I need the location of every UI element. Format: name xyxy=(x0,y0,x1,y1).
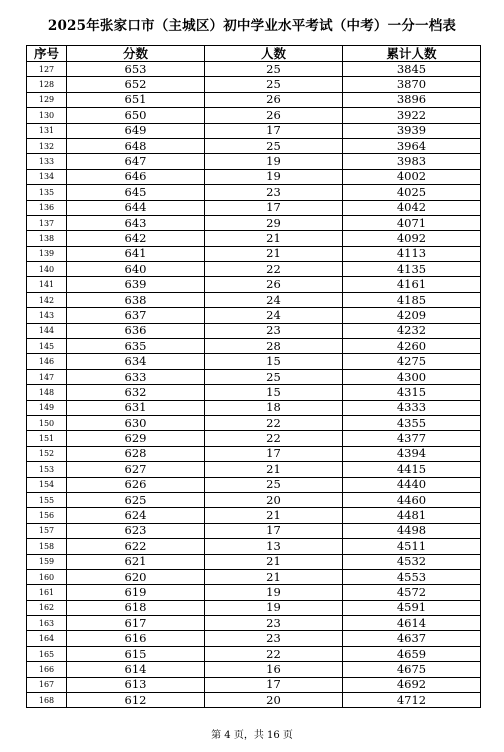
count-cell: 17 xyxy=(205,200,343,215)
score-cell: 640 xyxy=(67,262,205,277)
seq-cell: 141 xyxy=(27,277,67,292)
count-cell: 21 xyxy=(205,231,343,246)
table-row xyxy=(27,246,481,261)
cumulative-cell: 4092 xyxy=(343,231,481,246)
table-row xyxy=(27,138,481,153)
count-cell: 17 xyxy=(205,523,343,538)
count-cell: 22 xyxy=(205,415,343,430)
cumulative-cell: 4481 xyxy=(343,508,481,523)
cumulative-cell: 4394 xyxy=(343,446,481,461)
seq-cell: 146 xyxy=(27,354,67,369)
cumulative-cell: 4275 xyxy=(343,354,481,369)
count-cell: 19 xyxy=(205,154,343,169)
seq-cell: 147 xyxy=(27,369,67,384)
score-cell: 627 xyxy=(67,462,205,477)
cumulative-cell: 4532 xyxy=(343,554,481,569)
table-row xyxy=(27,400,481,415)
score-cell: 643 xyxy=(67,215,205,230)
page-title: 2025年张家口市（主城区）初中学业水平考试（中考）一分一档表 xyxy=(47,18,457,34)
cumulative-cell: 4260 xyxy=(343,339,481,354)
cumulative-cell: 4315 xyxy=(343,385,481,400)
table-row xyxy=(27,92,481,107)
cumulative-cell: 4113 xyxy=(343,246,481,261)
score-cell: 649 xyxy=(67,123,205,138)
seq-cell: 137 xyxy=(27,215,67,230)
seq-cell: 128 xyxy=(27,77,67,92)
count-cell: 21 xyxy=(205,554,343,569)
cumulative-cell: 4002 xyxy=(343,169,481,184)
score-cell: 613 xyxy=(67,677,205,692)
seq-cell: 152 xyxy=(27,446,67,461)
header-cumulative: 累计人数 xyxy=(343,46,481,62)
score-cell: 620 xyxy=(67,569,205,584)
count-cell: 25 xyxy=(205,477,343,492)
count-cell: 19 xyxy=(205,600,343,615)
count-cell: 19 xyxy=(205,585,343,600)
score-cell: 622 xyxy=(67,539,205,554)
cumulative-cell: 3939 xyxy=(343,123,481,138)
score-cell: 645 xyxy=(67,185,205,200)
count-cell: 22 xyxy=(205,262,343,277)
score-cell: 615 xyxy=(67,646,205,661)
count-cell: 18 xyxy=(205,400,343,415)
count-cell: 25 xyxy=(205,62,343,77)
score-cell: 617 xyxy=(67,616,205,631)
seq-cell: 138 xyxy=(27,231,67,246)
seq-cell: 130 xyxy=(27,108,67,123)
score-table xyxy=(26,45,481,708)
seq-cell: 164 xyxy=(27,631,67,646)
seq-cell: 151 xyxy=(27,431,67,446)
score-cell: 638 xyxy=(67,292,205,307)
table-row xyxy=(27,169,481,184)
count-cell: 29 xyxy=(205,215,343,230)
table-row xyxy=(27,600,481,615)
score-cell: 644 xyxy=(67,200,205,215)
cumulative-cell: 4185 xyxy=(343,292,481,307)
score-cell: 614 xyxy=(67,662,205,677)
seq-cell: 140 xyxy=(27,262,67,277)
seq-cell: 142 xyxy=(27,292,67,307)
seq-cell: 133 xyxy=(27,154,67,169)
score-cell: 618 xyxy=(67,600,205,615)
seq-cell: 131 xyxy=(27,123,67,138)
seq-cell: 161 xyxy=(27,585,67,600)
table-row xyxy=(27,354,481,369)
seq-cell: 162 xyxy=(27,600,67,615)
count-cell: 13 xyxy=(205,539,343,554)
score-cell: 646 xyxy=(67,169,205,184)
seq-cell: 136 xyxy=(27,200,67,215)
table-row xyxy=(27,508,481,523)
score-cell: 619 xyxy=(67,585,205,600)
cumulative-cell: 4161 xyxy=(343,277,481,292)
table-row xyxy=(27,569,481,584)
table-row xyxy=(27,369,481,384)
table-row xyxy=(27,385,481,400)
table-row xyxy=(27,262,481,277)
cumulative-cell: 4591 xyxy=(343,600,481,615)
table-row xyxy=(27,462,481,477)
count-cell: 15 xyxy=(205,354,343,369)
seq-cell: 168 xyxy=(27,693,67,708)
count-cell: 17 xyxy=(205,446,343,461)
table-header-row xyxy=(27,46,481,62)
table-body xyxy=(27,62,481,708)
cumulative-cell: 4071 xyxy=(343,215,481,230)
header-count: 人数 xyxy=(205,46,343,62)
score-cell: 641 xyxy=(67,246,205,261)
score-cell: 624 xyxy=(67,508,205,523)
score-cell: 623 xyxy=(67,523,205,538)
cumulative-cell: 3896 xyxy=(343,92,481,107)
cumulative-cell: 4355 xyxy=(343,415,481,430)
cumulative-cell: 4232 xyxy=(343,323,481,338)
seq-cell: 159 xyxy=(27,554,67,569)
count-cell: 25 xyxy=(205,369,343,384)
seq-cell: 134 xyxy=(27,169,67,184)
seq-cell: 157 xyxy=(27,523,67,538)
count-cell: 22 xyxy=(205,431,343,446)
count-cell: 21 xyxy=(205,508,343,523)
score-cell: 628 xyxy=(67,446,205,461)
count-cell: 19 xyxy=(205,169,343,184)
count-cell: 23 xyxy=(205,323,343,338)
cumulative-cell: 4135 xyxy=(343,262,481,277)
count-cell: 17 xyxy=(205,123,343,138)
count-cell: 22 xyxy=(205,646,343,661)
cumulative-cell: 4498 xyxy=(343,523,481,538)
table-row xyxy=(27,523,481,538)
table-row xyxy=(27,415,481,430)
score-cell: 616 xyxy=(67,631,205,646)
cumulative-cell: 3870 xyxy=(343,77,481,92)
count-cell: 20 xyxy=(205,693,343,708)
score-cell: 639 xyxy=(67,277,205,292)
score-cell: 630 xyxy=(67,415,205,430)
cumulative-cell: 4659 xyxy=(343,646,481,661)
table-row xyxy=(27,693,481,708)
seq-cell: 139 xyxy=(27,246,67,261)
score-cell: 612 xyxy=(67,693,205,708)
count-cell: 21 xyxy=(205,569,343,584)
score-cell: 642 xyxy=(67,231,205,246)
count-cell: 16 xyxy=(205,662,343,677)
table-row xyxy=(27,585,481,600)
seq-cell: 156 xyxy=(27,508,67,523)
table-row xyxy=(27,215,481,230)
cumulative-cell: 4415 xyxy=(343,462,481,477)
cumulative-cell: 3964 xyxy=(343,138,481,153)
seq-cell: 129 xyxy=(27,92,67,107)
table-row xyxy=(27,446,481,461)
table-row xyxy=(27,62,481,77)
table-row xyxy=(27,631,481,646)
count-cell: 26 xyxy=(205,92,343,107)
cumulative-cell: 4511 xyxy=(343,539,481,554)
cumulative-cell: 4637 xyxy=(343,631,481,646)
seq-cell: 154 xyxy=(27,477,67,492)
seq-cell: 160 xyxy=(27,569,67,584)
header-score: 分数 xyxy=(67,46,205,62)
count-cell: 21 xyxy=(205,246,343,261)
seq-cell: 155 xyxy=(27,492,67,507)
cumulative-cell: 3983 xyxy=(343,154,481,169)
cumulative-cell: 4712 xyxy=(343,693,481,708)
seq-cell: 145 xyxy=(27,339,67,354)
score-cell: 634 xyxy=(67,354,205,369)
score-cell: 647 xyxy=(67,154,205,169)
table-row xyxy=(27,154,481,169)
table-row xyxy=(27,492,481,507)
table-row xyxy=(27,616,481,631)
score-cell: 653 xyxy=(67,62,205,77)
seq-cell: 144 xyxy=(27,323,67,338)
cumulative-cell: 4300 xyxy=(343,369,481,384)
cumulative-cell: 4460 xyxy=(343,492,481,507)
table-row xyxy=(27,554,481,569)
seq-cell: 149 xyxy=(27,400,67,415)
count-cell: 21 xyxy=(205,462,343,477)
seq-cell: 135 xyxy=(27,185,67,200)
seq-cell: 127 xyxy=(27,62,67,77)
count-cell: 15 xyxy=(205,385,343,400)
cumulative-cell: 4333 xyxy=(343,400,481,415)
score-cell: 651 xyxy=(67,92,205,107)
seq-cell: 150 xyxy=(27,415,67,430)
count-cell: 28 xyxy=(205,339,343,354)
seq-cell: 153 xyxy=(27,462,67,477)
count-cell: 20 xyxy=(205,492,343,507)
table-row xyxy=(27,108,481,123)
cumulative-cell: 3845 xyxy=(343,62,481,77)
cumulative-cell: 4553 xyxy=(343,569,481,584)
table-row xyxy=(27,662,481,677)
table-row xyxy=(27,231,481,246)
seq-cell: 163 xyxy=(27,616,67,631)
header-seq: 序号 xyxy=(27,46,67,62)
count-cell: 25 xyxy=(205,138,343,153)
table-row xyxy=(27,308,481,323)
table-row xyxy=(27,200,481,215)
table-row xyxy=(27,292,481,307)
count-cell: 23 xyxy=(205,631,343,646)
count-cell: 23 xyxy=(205,616,343,631)
cumulative-cell: 4377 xyxy=(343,431,481,446)
page-footer: 第 4 页，共 16 页 xyxy=(211,730,293,741)
count-cell: 24 xyxy=(205,292,343,307)
table-row xyxy=(27,477,481,492)
count-cell: 24 xyxy=(205,308,343,323)
table-row xyxy=(27,539,481,554)
table-row xyxy=(27,323,481,338)
table-row xyxy=(27,185,481,200)
count-cell: 23 xyxy=(205,185,343,200)
score-cell: 621 xyxy=(67,554,205,569)
cumulative-cell: 4675 xyxy=(343,662,481,677)
cumulative-cell: 4614 xyxy=(343,616,481,631)
cumulative-cell: 4440 xyxy=(343,477,481,492)
score-cell: 637 xyxy=(67,308,205,323)
cumulative-cell: 3922 xyxy=(343,108,481,123)
seq-cell: 165 xyxy=(27,646,67,661)
score-cell: 626 xyxy=(67,477,205,492)
count-cell: 17 xyxy=(205,677,343,692)
seq-cell: 148 xyxy=(27,385,67,400)
cumulative-cell: 4209 xyxy=(343,308,481,323)
score-cell: 652 xyxy=(67,77,205,92)
table-row xyxy=(27,77,481,92)
score-cell: 650 xyxy=(67,108,205,123)
table-row xyxy=(27,646,481,661)
seq-cell: 158 xyxy=(27,539,67,554)
seq-cell: 132 xyxy=(27,138,67,153)
cumulative-cell: 4025 xyxy=(343,185,481,200)
cumulative-cell: 4042 xyxy=(343,200,481,215)
score-cell: 648 xyxy=(67,138,205,153)
score-cell: 635 xyxy=(67,339,205,354)
table-row xyxy=(27,277,481,292)
score-cell: 625 xyxy=(67,492,205,507)
score-cell: 633 xyxy=(67,369,205,384)
score-cell: 636 xyxy=(67,323,205,338)
cumulative-cell: 4692 xyxy=(343,677,481,692)
seq-cell: 143 xyxy=(27,308,67,323)
score-cell: 632 xyxy=(67,385,205,400)
count-cell: 26 xyxy=(205,108,343,123)
score-cell: 631 xyxy=(67,400,205,415)
table-row xyxy=(27,123,481,138)
cumulative-cell: 4572 xyxy=(343,585,481,600)
seq-cell: 166 xyxy=(27,662,67,677)
score-cell: 629 xyxy=(67,431,205,446)
table-row xyxy=(27,339,481,354)
count-cell: 26 xyxy=(205,277,343,292)
seq-cell: 167 xyxy=(27,677,67,692)
count-cell: 25 xyxy=(205,77,343,92)
table-row xyxy=(27,431,481,446)
table-row xyxy=(27,677,481,692)
